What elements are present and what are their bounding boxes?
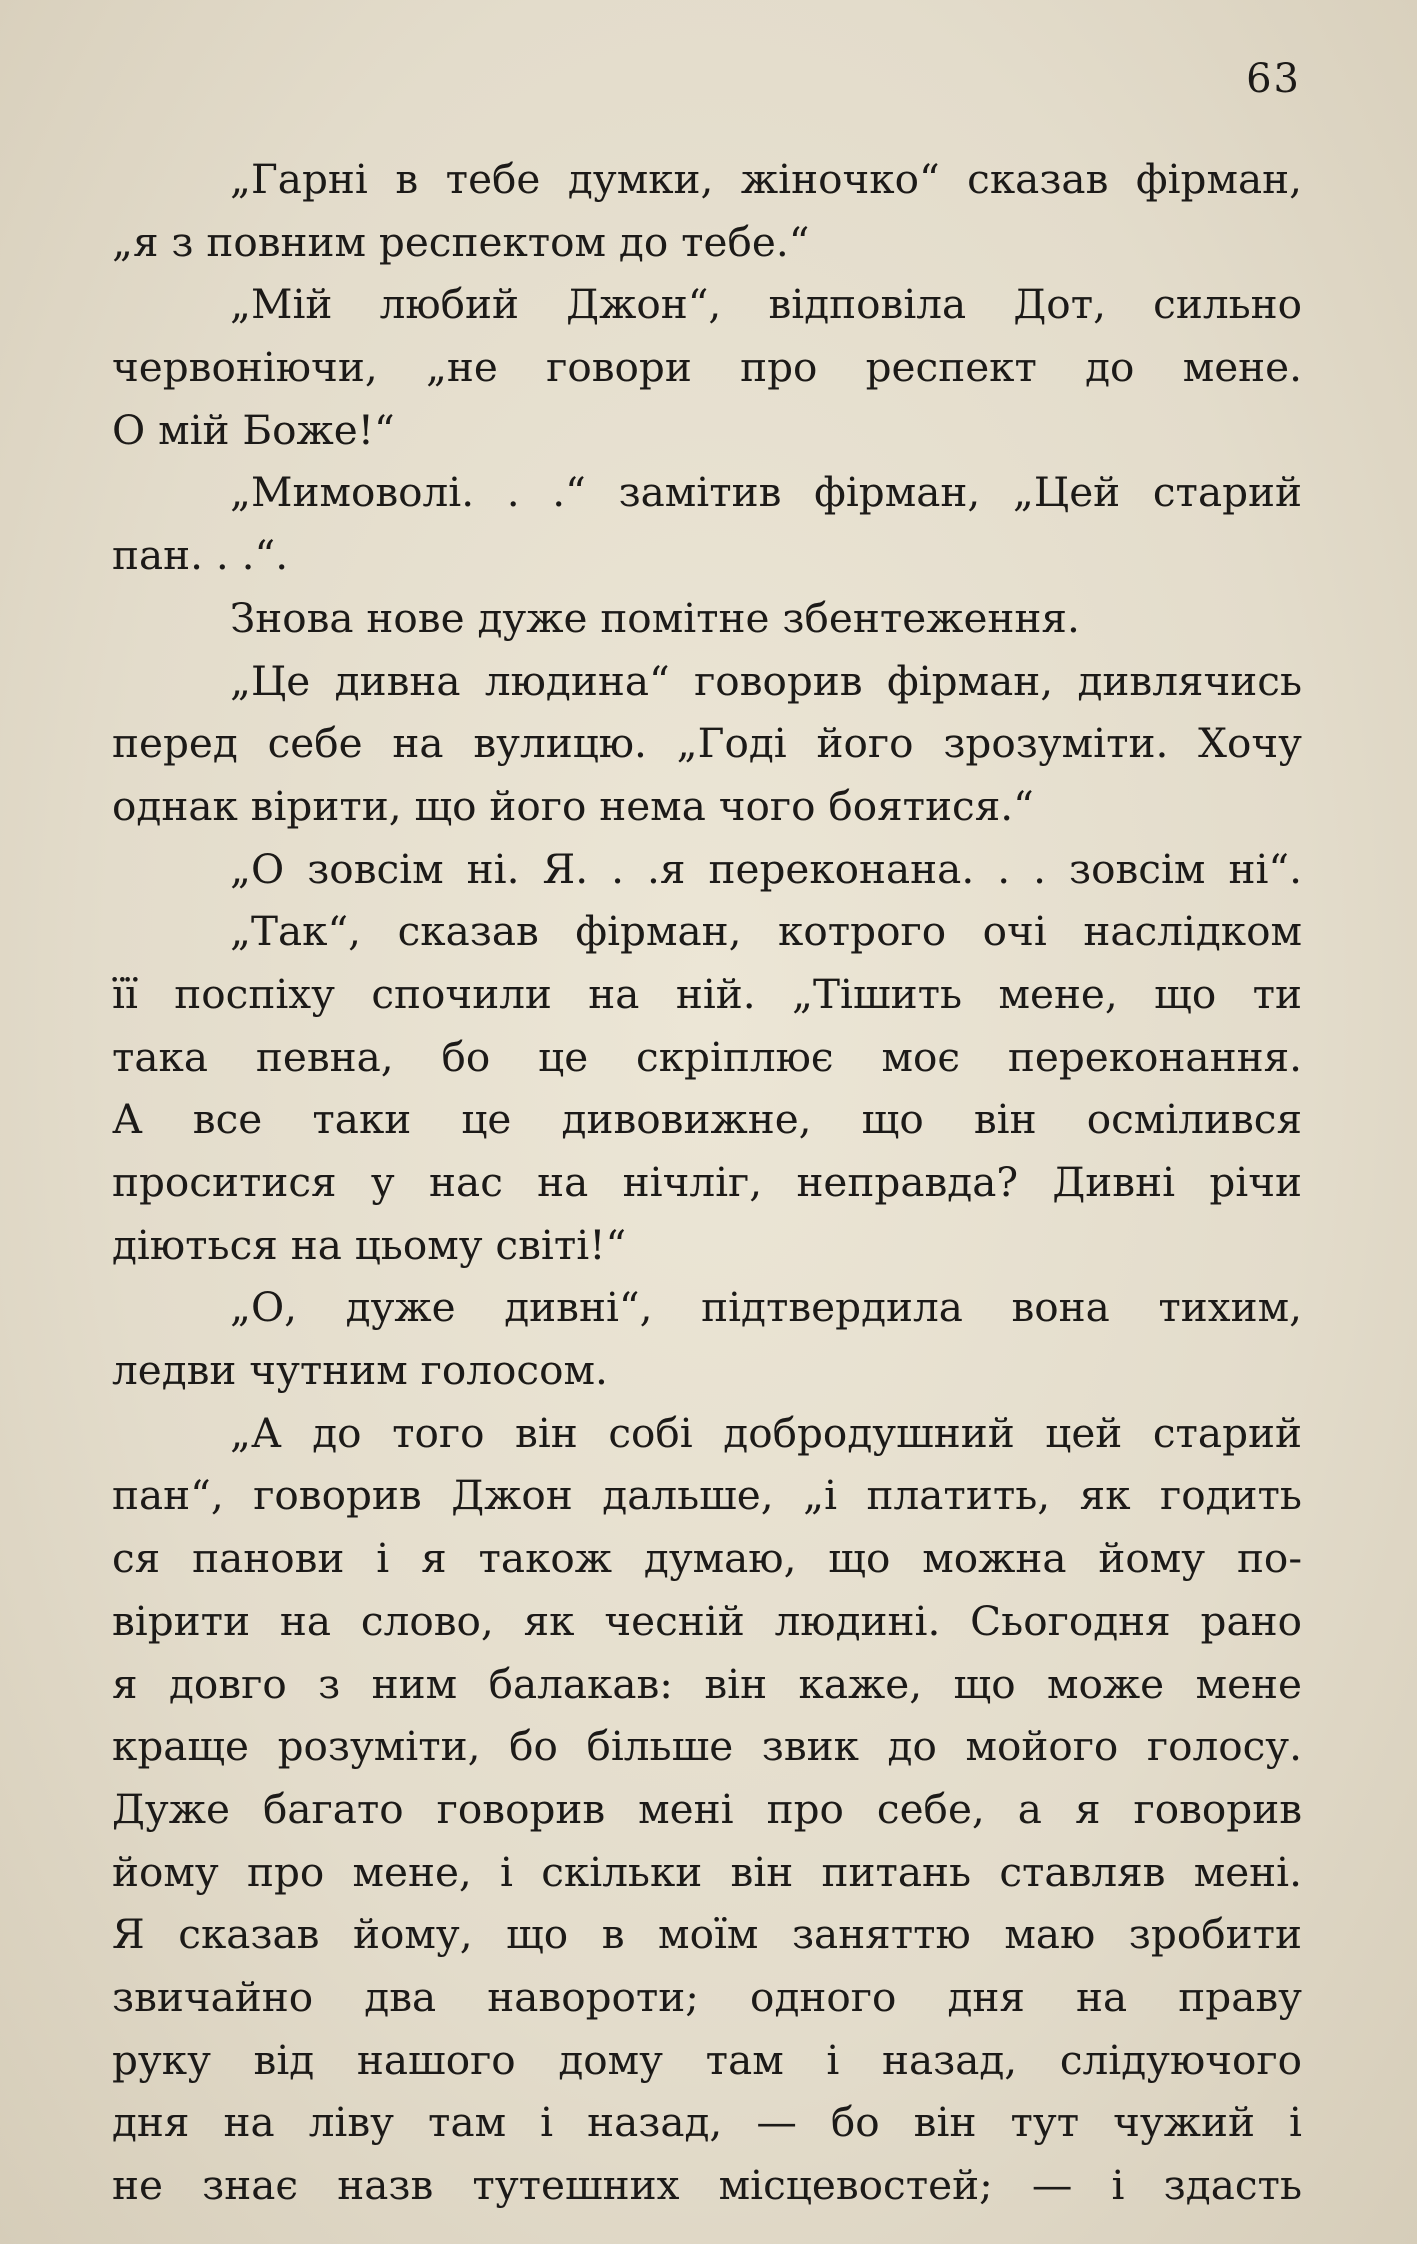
text-line: „Це дивна людина“ говорив фірман, дивлячись [230, 656, 1302, 705]
text-line: звичайно два навороти; одного дня на праву [112, 1972, 1302, 2021]
body-text [112, 148, 1302, 2217]
text-line: Знова нове дуже помітне збентеження. [230, 593, 1080, 642]
text-line: дня на ліву там і назад, — бо він тут чужий і [112, 2098, 1302, 2147]
text-line: „Мимоволі. . .“ замітив фірман, „Цей старий [230, 468, 1302, 517]
text-line: пан. . .“. [112, 531, 289, 580]
text-line: „О зовсім ні. Я. . .я переконана. . . зовсім ні“. [230, 844, 1302, 893]
text-line: вірити на слово, як чесній людині. Сьогодня рано [112, 1596, 1302, 1645]
text-line: „Так“, сказав фірман, котрого очі наслідком [230, 907, 1302, 956]
text-line: така певна, бо це скріплює моє переконання. [112, 1032, 1302, 1081]
text-line: О мій Боже!“ [112, 405, 395, 454]
text-line: проситися у нас на нічліг, неправда? Дивні річи [112, 1158, 1302, 1206]
text-line: не знає назв тутешних місцевостей; — і здасть [112, 2161, 1302, 2209]
text-line: ся панови і я також думаю, що можна йому по- [112, 1534, 1302, 1583]
text-line: „Мій любий Джон“, відповіла Дот, сильно [230, 280, 1302, 329]
text-line: „О, дуже дивні“, підтвердила вона тихим, [230, 1283, 1302, 1332]
text-line: „Гарні в тебе думки, жіночко“ сказав фірман, [230, 155, 1302, 203]
text-line: її поспіху спочили на ній. „Тішить мене, що ти [112, 969, 1302, 1018]
text-line: Дуже багато говорив мені про себе, а я говорив [112, 1784, 1302, 1833]
text-line: руку від нашого дому там і назад, слідуючого [112, 2035, 1302, 2084]
text-line: йому про мене, і скільки він питань ставляв мені. [112, 1847, 1302, 1896]
text-line: я довго з ним балакав: він каже, що може мене [112, 1659, 1302, 1708]
text-line: А все таки це дивовижне, що він осмілився [112, 1095, 1302, 1144]
page-number: 63 [1246, 56, 1301, 102]
text-line: пан“, говорив Джон дальше, „і платить, як годить [112, 1471, 1302, 1520]
text-line: „А до того він собі добродушний цей старий [230, 1408, 1302, 1457]
text-line: Я сказав йому, що в моїм заняттю маю зробити [112, 1910, 1302, 1959]
text-line: діються на цьому світі!“ [112, 1220, 627, 1269]
text-line: ледви чутним голосом. [112, 1346, 608, 1395]
text-line: „я з повним респектом до тебе.“ [112, 217, 810, 266]
text-line: краще розуміти, бо більше звик до мойого голосу. [112, 1722, 1302, 1771]
text-line: однак вірити, що його нема чого боятися.“ [112, 781, 1034, 830]
text-line: червоніючи, „не говори про респект до мене. [112, 343, 1302, 392]
text-line: перед себе на вулицю. „Годі його зрозуміти. Хочу [112, 719, 1302, 768]
